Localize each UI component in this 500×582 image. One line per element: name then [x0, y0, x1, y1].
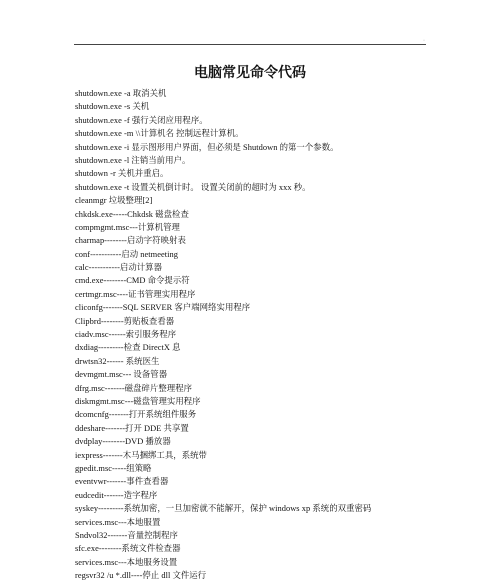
command-line: dcomcnfg-------打开系统组件服务 — [75, 410, 197, 420]
command-line: shutdown -r 关机并重启。 — [75, 169, 169, 179]
command-line: devmgmt.msc--- 设备管器 — [75, 370, 168, 380]
command-line: shutdown.exe -s 关机 — [75, 102, 150, 112]
page-title: 电脑常见命令代码 — [194, 65, 306, 81]
command-line: shutdown.exe -i 显示图形用户界面，但必须是 Shutdown 的第一个参数。 — [75, 142, 339, 152]
command-line: shutdown.exe -f 强行关闭应用程序。 — [75, 115, 208, 125]
command-line: certmgr.msc----证书管理实用程序 — [75, 289, 196, 299]
command-line: shutdown.exe -l 注销当前用户。 — [75, 155, 191, 165]
command-line: eudcedit-------造字程序 — [75, 490, 158, 500]
command-line: ddeshare-------打开 DDE 共享置 — [75, 423, 189, 433]
command-line: chkdsk.exe-----Chkdsk 磁盘检查 — [75, 209, 189, 219]
command-line: shutdown.exe -m \\计算机名 控制远程计算机。 — [75, 129, 244, 139]
command-line: services.msc---本地服务设置 — [75, 557, 178, 567]
corner-mark: · — [423, 38, 425, 44]
command-line: iexpress-------木马捆绑工具，系统带 — [75, 450, 207, 460]
command-line: cliconfg-------SQL SERVER 客户端网络实用程序 — [75, 303, 251, 313]
command-line: dvdplay--------DVD 播放器 — [75, 437, 171, 447]
command-line: calc-----------启动计算器 — [75, 263, 163, 273]
command-line: regsvr32 /u *.dll----停止 dll 文件运行 — [75, 571, 207, 581]
command-line: ciadv.msc------索引服务程序 — [75, 330, 177, 340]
command-line: sfc.exe--------系统文件检查器 — [75, 544, 181, 554]
command-line: diskmgmt.msc---磁盘管理实用程序 — [75, 396, 201, 406]
command-line: eventvwr-------事件查看器 — [75, 477, 169, 487]
command-line: shutdown.exe -t 设置关机倒计时。 设置关闭前的超时为 xxx 秒。 — [75, 182, 311, 192]
command-line: shutdown.exe -a 取消关机 — [75, 89, 167, 98]
command-line: Clipbrd--------剪贴板查看器 — [75, 316, 175, 326]
command-line: gpedit.msc-----组策略 — [75, 463, 152, 473]
command-line: conf-----------启动 netmeeting — [75, 249, 179, 259]
header-rule — [74, 44, 426, 45]
command-line: dxdiag---------检查 DirectX 息 — [75, 343, 181, 353]
command-line: dfrg.msc-------磁盘碎片整理程序 — [75, 383, 193, 393]
command-line: Sndvol32-------音量控制程序 — [75, 530, 178, 540]
command-line: syskey---------系统加密，一旦加密就不能解开，保护 windows xp 系统的双重密码 — [75, 504, 372, 514]
command-line: cleanmgr 垃圾整理[2] — [75, 196, 153, 206]
command-line: drwtsn32------ 系统医生 — [75, 356, 160, 366]
command-list — [75, 87, 495, 582]
command-line: compmgmt.msc---计算机管理 — [75, 222, 180, 232]
command-line: charmap--------启动字符映射表 — [75, 236, 186, 246]
command-line: cmd.exe--------CMD 命令提示符 — [75, 276, 190, 286]
command-line: services.msc---本地服置 — [75, 517, 161, 527]
